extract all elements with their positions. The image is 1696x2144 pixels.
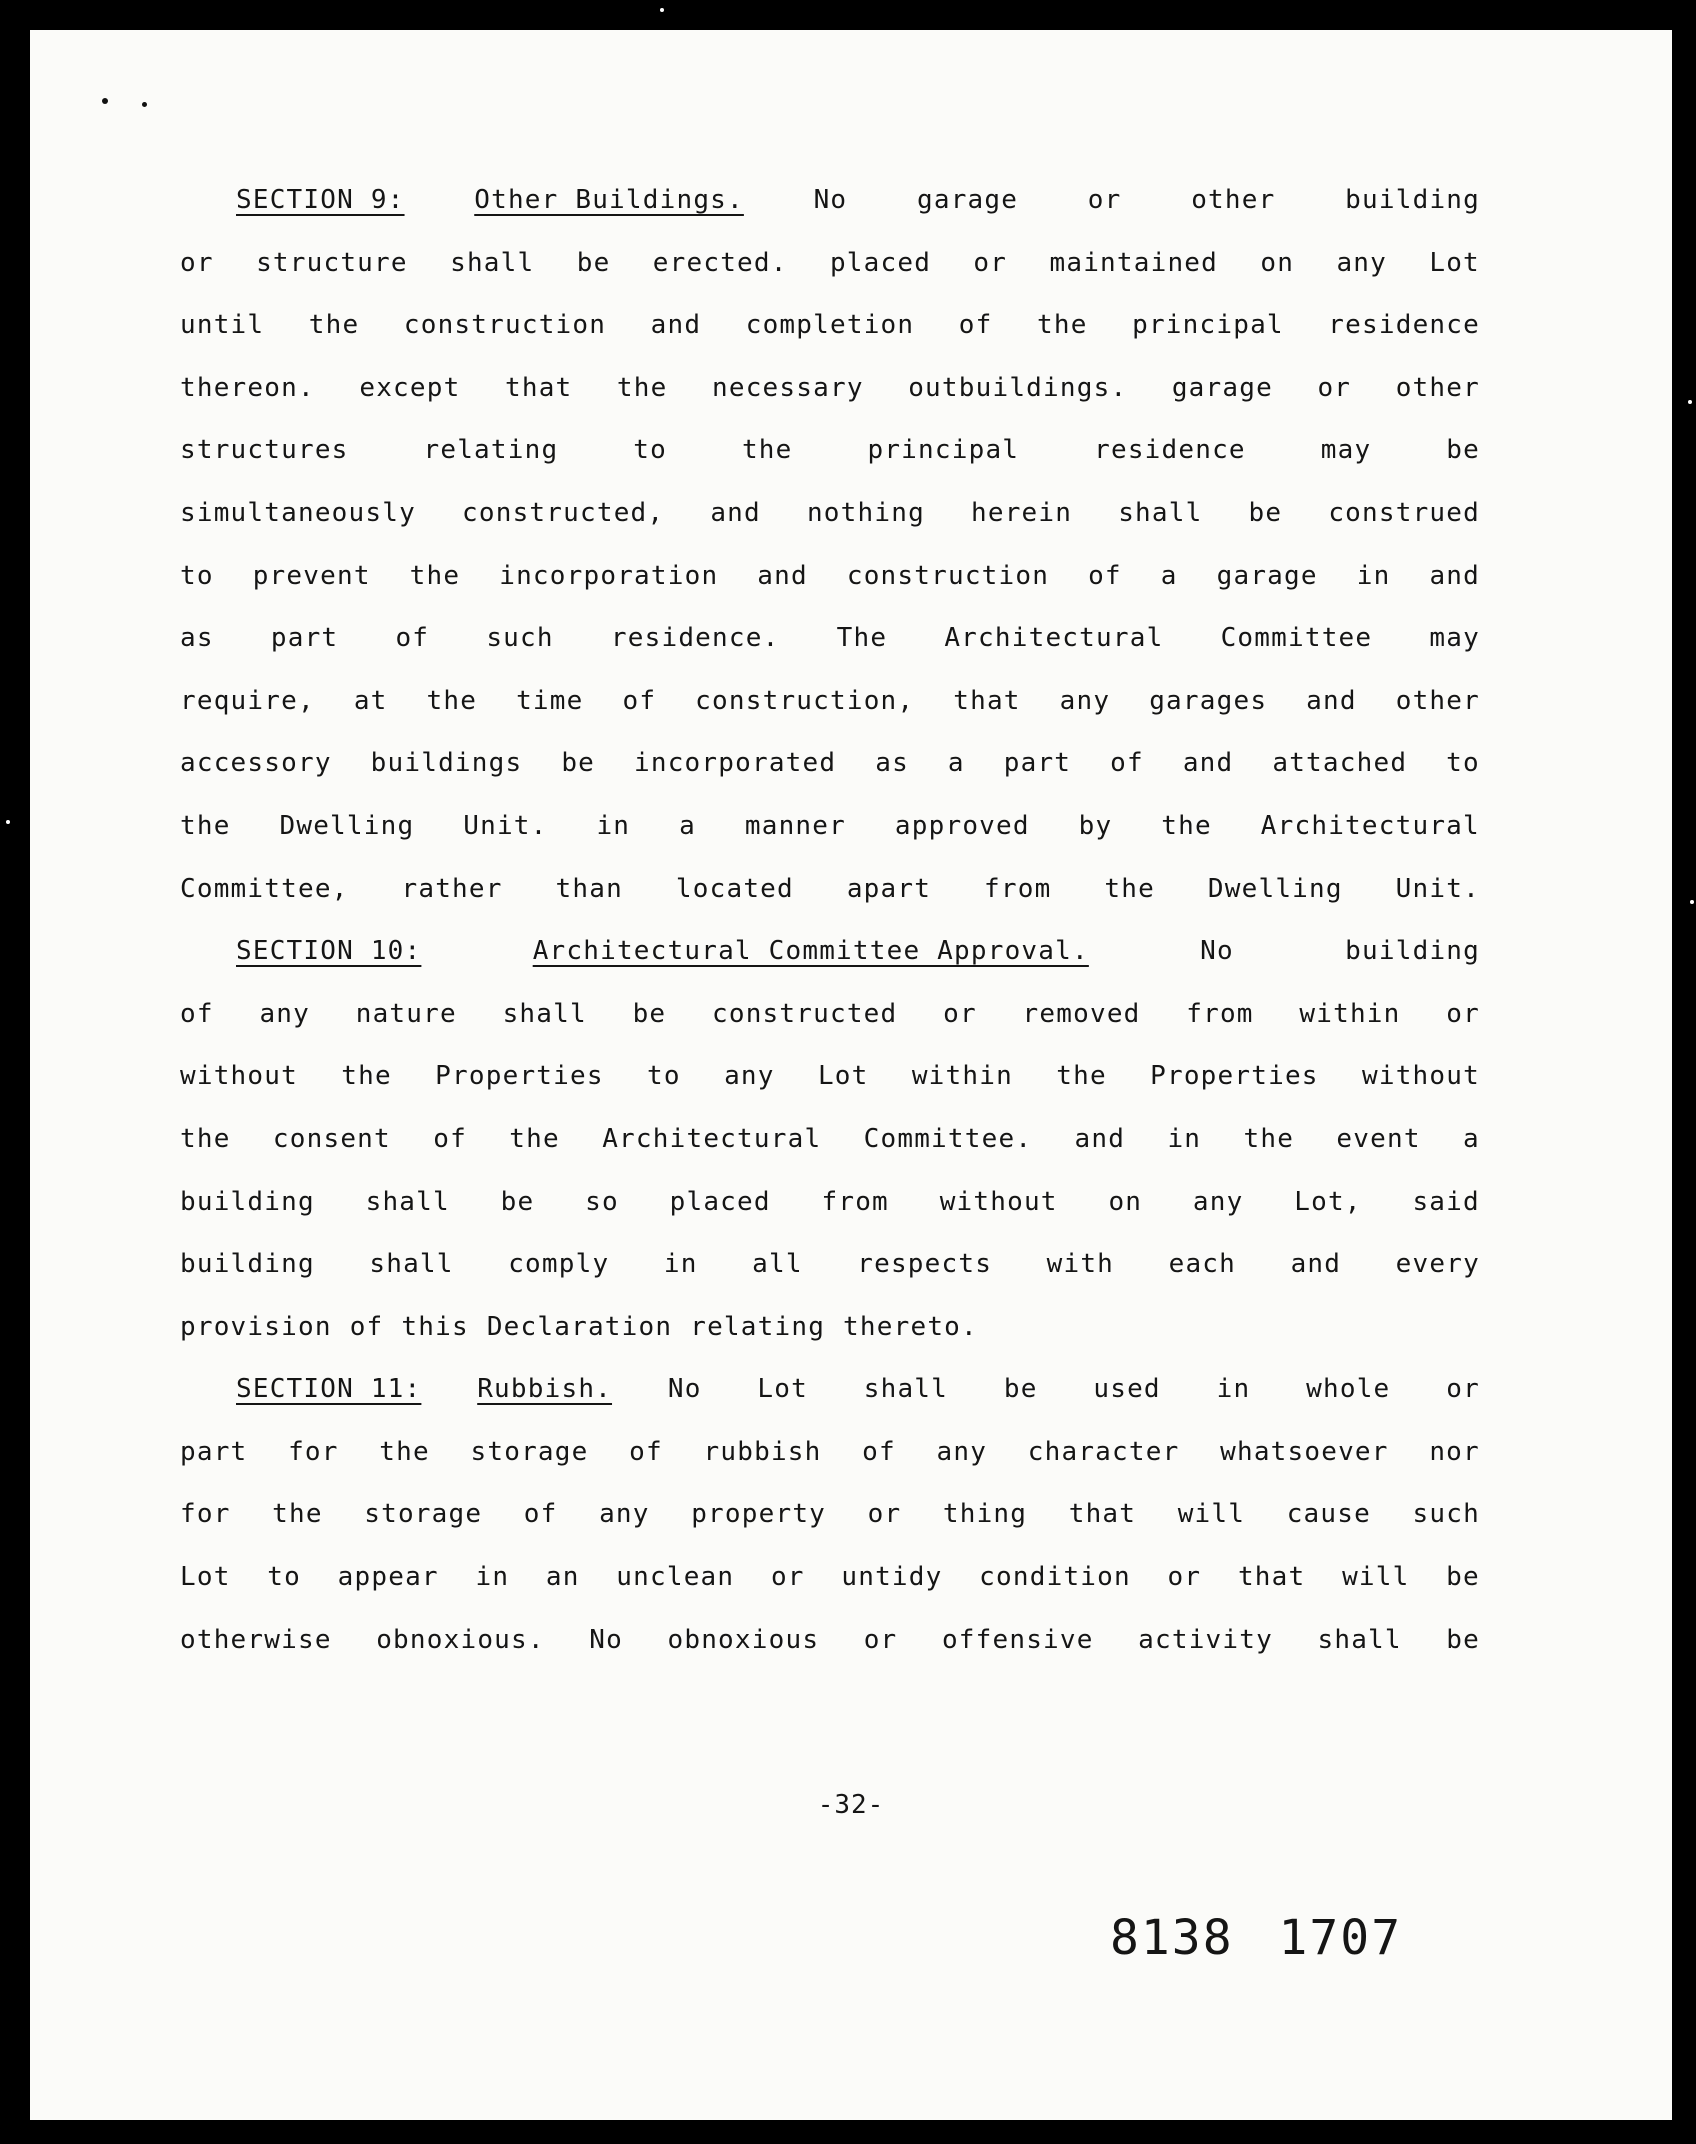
word: the: [1161, 810, 1212, 841]
text-line: [180, 1374, 1480, 1437]
word: building: [1345, 936, 1480, 967]
word: without: [1361, 1061, 1480, 1092]
word: accessory: [180, 748, 332, 779]
word: No: [667, 1374, 702, 1405]
word: Properties: [435, 1061, 604, 1092]
word: property: [691, 1499, 827, 1530]
word: nothing: [806, 497, 925, 528]
word: residence: [1328, 310, 1480, 341]
word: to: [267, 1562, 301, 1593]
word: located: [675, 873, 794, 904]
word: to: [1446, 748, 1480, 779]
word: or: [973, 247, 1008, 278]
word: a: [947, 748, 965, 779]
word: Lot: [757, 1374, 808, 1405]
text-line: [180, 435, 1480, 498]
word: shall: [863, 1374, 949, 1405]
text-line: [180, 1625, 1480, 1688]
word: shall: [450, 247, 535, 278]
word: construction,: [695, 685, 915, 716]
word: removed: [1022, 998, 1141, 1029]
word: completion: [745, 310, 915, 341]
word: whole: [1306, 1374, 1391, 1405]
word: or: [770, 1562, 805, 1593]
text-line: [180, 811, 1480, 874]
word: said: [1412, 1186, 1480, 1217]
word: the: [1056, 1061, 1107, 1092]
word: and: [757, 560, 808, 591]
word: provision: [180, 1311, 332, 1342]
word: be: [1446, 1562, 1480, 1593]
word: a: [1463, 1123, 1480, 1154]
word: from: [984, 873, 1052, 904]
word: Lot: [180, 1562, 231, 1593]
word: other: [1395, 685, 1480, 716]
word: shall: [1118, 497, 1203, 528]
scan-speck: [102, 98, 108, 104]
word: the: [308, 310, 360, 341]
word: and: [1429, 560, 1480, 591]
word: any: [936, 1436, 988, 1467]
word: relating: [423, 435, 559, 466]
word: the: [180, 1123, 231, 1154]
word: herein: [971, 497, 1073, 528]
word: and: [650, 310, 702, 341]
word: garages: [1149, 685, 1268, 716]
word: shall: [369, 1249, 454, 1280]
word: be: [632, 998, 667, 1029]
section-heading-9: SECTION 9:: [236, 185, 405, 215]
word: be: [500, 1186, 535, 1217]
word: placed: [829, 247, 932, 278]
word: rubbish: [703, 1436, 822, 1467]
word: part: [1003, 748, 1072, 779]
word: apart: [846, 873, 932, 904]
word: used: [1093, 1374, 1161, 1405]
word: a: [679, 810, 696, 841]
document-body: [180, 185, 1480, 1687]
word: simultaneously: [180, 497, 416, 528]
word: of: [180, 998, 214, 1029]
word: placed: [669, 1186, 771, 1217]
word: the: [1037, 310, 1088, 341]
word: No: [813, 185, 848, 215]
word: otherwise: [180, 1624, 332, 1655]
word: storage: [470, 1436, 589, 1467]
word: attached: [1272, 748, 1408, 779]
word: nor: [1429, 1436, 1480, 1467]
word: unclean: [616, 1562, 735, 1593]
word: shall: [502, 998, 587, 1029]
word: any: [599, 1499, 650, 1530]
word: consent: [272, 1123, 391, 1154]
text-line: [180, 1312, 1480, 1375]
word: Committee: [1220, 623, 1373, 654]
text-line: [180, 623, 1480, 686]
word: building: [180, 1186, 315, 1217]
word: and: [1074, 1123, 1126, 1154]
word: any: [259, 998, 310, 1029]
word: and: [1306, 685, 1357, 716]
word: to: [647, 1061, 681, 1092]
word: the: [180, 810, 231, 841]
scan-speck: [6, 820, 10, 824]
text-line: [180, 936, 1480, 999]
word: Declaration: [486, 1311, 673, 1342]
document-page: [30, 30, 1672, 2120]
word: thing: [942, 1499, 1028, 1530]
word: from: [1186, 998, 1254, 1029]
word: manner: [744, 810, 846, 841]
word: that: [1237, 1562, 1306, 1593]
word: for: [288, 1436, 339, 1467]
word: or: [863, 1624, 898, 1655]
text-line: [180, 561, 1480, 624]
word: of: [629, 1436, 663, 1467]
text-line: [180, 686, 1480, 749]
word: to: [633, 435, 667, 466]
word: or: [1446, 998, 1480, 1029]
word: the: [509, 1123, 560, 1154]
word: Architectural: [1260, 810, 1480, 841]
word: appear: [337, 1562, 439, 1593]
word: constructed,: [462, 497, 665, 528]
word: erected.: [652, 247, 788, 278]
word: for: [180, 1499, 231, 1530]
word: will: [1177, 1499, 1246, 1530]
text-line: [180, 1187, 1480, 1250]
word: the: [341, 1061, 392, 1092]
word: outbuildings.: [908, 372, 1128, 403]
word: approved: [894, 810, 1030, 841]
word: may: [1320, 435, 1372, 466]
word: Committee,: [180, 873, 349, 904]
word: any: [1059, 685, 1111, 716]
text-line: [180, 1249, 1480, 1312]
word: such: [1412, 1499, 1480, 1530]
word: character: [1027, 1436, 1180, 1467]
word: Unit.: [1395, 873, 1480, 904]
word: offensive: [941, 1624, 1094, 1655]
word: Committee.: [863, 1123, 1033, 1154]
text-line: [180, 1499, 1480, 1562]
word: so: [585, 1186, 619, 1217]
word: maintained: [1049, 247, 1219, 278]
word: the: [409, 560, 461, 591]
word: the: [616, 372, 668, 403]
word: from: [821, 1186, 889, 1217]
word: or: [180, 247, 214, 278]
word: principal: [1132, 310, 1284, 341]
word: require,: [180, 685, 315, 716]
word: Architectural: [944, 623, 1164, 654]
scan-speck: [142, 102, 147, 107]
text-line: [180, 373, 1480, 436]
word: necessary: [712, 372, 864, 403]
word: thereon.: [180, 372, 315, 403]
word: on: [1108, 1186, 1143, 1217]
word: and: [1290, 1249, 1342, 1280]
word: time: [516, 685, 584, 716]
word: of: [523, 1499, 558, 1530]
word: prevent: [252, 560, 371, 591]
text-line: [180, 248, 1480, 311]
word: garage: [1216, 560, 1318, 591]
word: a: [1160, 560, 1178, 591]
word: except: [359, 372, 461, 403]
word: Dwelling: [279, 810, 415, 841]
word: The: [836, 623, 888, 654]
word: the: [1104, 873, 1155, 904]
word: will: [1342, 1562, 1410, 1593]
word: construed: [1328, 497, 1480, 528]
scan-speck: [1690, 900, 1694, 904]
word: structure: [256, 247, 408, 278]
word: of: [433, 1123, 467, 1154]
word: other: [1191, 185, 1276, 215]
word: of: [958, 310, 993, 341]
word: an: [545, 1562, 580, 1593]
text-line: [180, 498, 1480, 561]
word: in: [1167, 1123, 1202, 1154]
word: comply: [508, 1249, 610, 1280]
word: obnoxious.: [376, 1624, 545, 1655]
word: cause: [1286, 1499, 1371, 1530]
word: building: [1345, 185, 1480, 215]
word: No: [1200, 936, 1234, 967]
word: respects: [857, 1249, 993, 1280]
word: of: [1088, 560, 1122, 591]
word: by: [1078, 810, 1113, 841]
scan-speck: [660, 8, 664, 12]
section-title-other-buildings: Other Buildings.: [474, 185, 744, 215]
word: all: [752, 1249, 803, 1280]
section-heading-10: SECTION 10:: [236, 936, 422, 967]
section-title-architectural-committee-approval: Architectural Committee Approval.: [532, 936, 1089, 967]
word: any: [724, 1061, 775, 1092]
word: that: [953, 685, 1021, 716]
word: and: [710, 497, 761, 528]
text-line: [180, 185, 1480, 248]
word: garage: [916, 185, 1019, 215]
word: until: [180, 310, 265, 341]
word: any: [1192, 1186, 1244, 1217]
word: of: [349, 1311, 384, 1342]
text-line: [180, 874, 1480, 937]
word: without: [939, 1186, 1058, 1217]
page-number: -32-: [817, 1790, 885, 1820]
word: residence.: [610, 623, 780, 654]
word: residence: [1094, 435, 1246, 466]
word: in: [596, 810, 631, 841]
word: the: [426, 685, 478, 716]
word: condition: [979, 1562, 1131, 1593]
word: the: [741, 435, 793, 466]
word: at: [353, 685, 388, 716]
word: that: [504, 372, 573, 403]
word: and: [1182, 748, 1234, 779]
word: be: [576, 247, 611, 278]
text-line: [180, 1124, 1480, 1187]
document-stamp-number: 8138 1707: [1110, 1910, 1403, 1966]
word: obnoxious: [667, 1624, 820, 1655]
word: the: [1243, 1123, 1295, 1154]
word: in: [475, 1562, 510, 1593]
word: Properties: [1150, 1061, 1319, 1092]
word: the: [379, 1436, 430, 1467]
section-heading-11: SECTION 11:: [236, 1374, 422, 1405]
word: be: [561, 748, 596, 779]
word: construction: [846, 560, 1050, 591]
word: or: [943, 998, 977, 1029]
word: Dwelling: [1207, 873, 1343, 904]
word: be: [1248, 497, 1283, 528]
word: with: [1046, 1249, 1115, 1280]
word: or: [1087, 185, 1122, 215]
word: than: [555, 873, 623, 904]
word: constructed: [712, 998, 898, 1029]
text-line: [180, 1562, 1480, 1625]
section-title-rubbish: Rubbish.: [477, 1374, 613, 1405]
word: every: [1395, 1249, 1480, 1280]
word: activity: [1138, 1624, 1273, 1655]
word: Lot,: [1294, 1186, 1362, 1217]
word: be: [1003, 1374, 1038, 1405]
word: building: [180, 1249, 315, 1280]
word: of: [862, 1436, 896, 1467]
word: part: [270, 623, 339, 654]
word: as: [875, 748, 909, 779]
word: Unit.: [463, 810, 548, 841]
word: on: [1260, 247, 1295, 278]
word: without: [180, 1061, 298, 1092]
word: Lot: [817, 1061, 869, 1092]
word: buildings: [370, 748, 523, 779]
scan-speck: [1688, 400, 1692, 404]
word: whatsoever: [1220, 1436, 1389, 1467]
word: relating: [690, 1311, 826, 1342]
word: storage: [364, 1499, 483, 1530]
word: or: [867, 1499, 902, 1530]
word: may: [1429, 623, 1480, 654]
word: construction: [403, 310, 607, 341]
word: the: [272, 1499, 323, 1530]
word: such: [486, 623, 554, 654]
word: other: [1395, 372, 1480, 403]
word: that: [1068, 1499, 1137, 1530]
word: in: [1356, 560, 1391, 591]
word: as: [180, 623, 214, 654]
word: or: [1446, 1374, 1480, 1405]
word: any: [1336, 247, 1387, 278]
word: incorporated: [634, 748, 837, 779]
word: Lot: [1429, 247, 1480, 278]
text-line: [180, 1061, 1480, 1124]
word: shall: [1317, 1624, 1402, 1655]
word: each: [1168, 1249, 1237, 1280]
text-line: [180, 310, 1480, 373]
word: thereto.: [843, 1311, 978, 1342]
word: of: [622, 685, 657, 716]
text-line: [180, 748, 1480, 811]
word: in: [663, 1249, 698, 1280]
word: principal: [867, 435, 1020, 466]
word: or: [1317, 372, 1352, 403]
word: within: [1299, 998, 1401, 1029]
word: of: [395, 623, 430, 654]
word: structures: [180, 435, 349, 466]
word: of: [1110, 748, 1144, 779]
word: this: [401, 1311, 469, 1342]
word: event: [1336, 1123, 1421, 1154]
word: rather: [401, 873, 503, 904]
word: nature: [355, 998, 457, 1029]
word: incorporation: [499, 560, 719, 591]
word: Architectural: [602, 1123, 822, 1154]
word: or: [1167, 1562, 1202, 1593]
word: be: [1446, 1624, 1480, 1655]
word: within: [911, 1061, 1013, 1092]
word: untidy: [841, 1562, 943, 1593]
word: No: [589, 1624, 623, 1655]
word: be: [1446, 435, 1480, 466]
word: garage: [1171, 372, 1273, 403]
word: to: [180, 560, 214, 591]
word: in: [1216, 1374, 1251, 1405]
word: part: [180, 1436, 248, 1467]
text-line: [180, 1437, 1480, 1500]
word: shall: [365, 1186, 450, 1217]
text-line: [180, 999, 1480, 1062]
